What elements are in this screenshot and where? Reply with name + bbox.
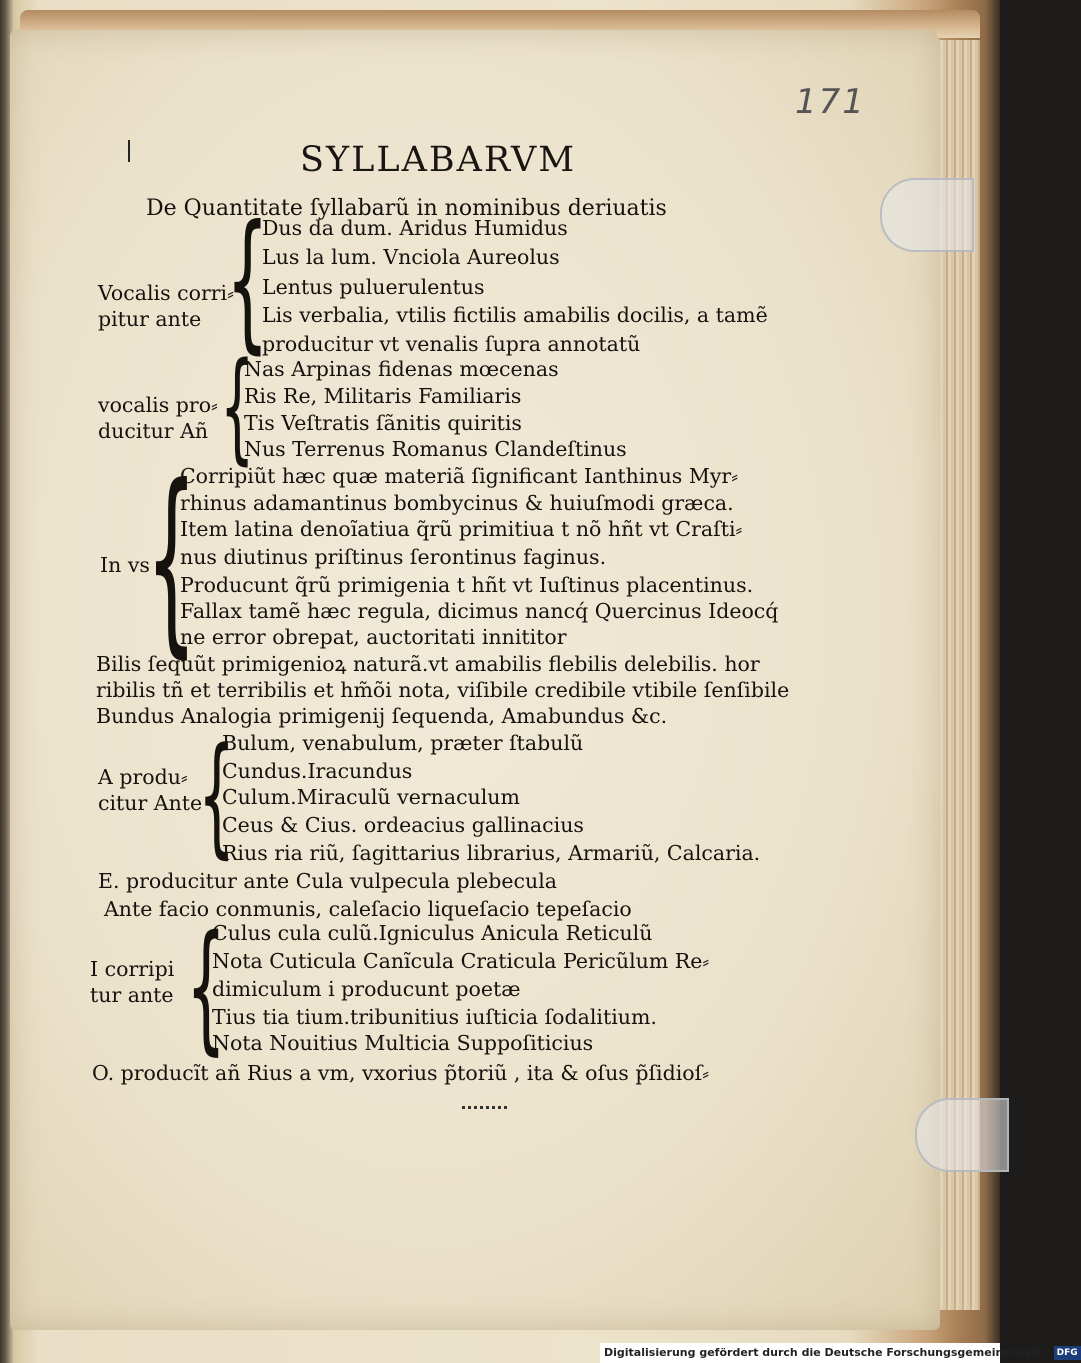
text-line-last: O. producĩt añ Rius a vm, vxorius p̃toriũ , ita & oſus p̃ſidioſ⸗ [92, 1061, 710, 1085]
text-line: Bundus Analogia primigenij ſequenda, Amabundus &c. [96, 704, 668, 728]
label-i-corripitur-2: tur ante [90, 983, 174, 1007]
page-title: SYLLABARVM [300, 140, 577, 180]
text-line: ribilis tñ et terribilis et hm̃õi nota, viſibile credibile vtibile ſenſibile [96, 678, 790, 702]
text-line: producitur vt venalis ſupra annotatũ [262, 332, 641, 356]
text-line: Lus la lum. Vnciola Aureolus [262, 245, 560, 269]
text-line: Culum.Miraculũ vernaculum [222, 785, 520, 809]
text-line: Bilis ſequũt primigenioꝝ naturã.vt amabilis flebilis delebilis. hor [96, 652, 760, 676]
text-line: Tis Veſtratis ſãnitis quiritis [244, 411, 522, 435]
label-inus: In vs [100, 553, 150, 577]
book-clip-bottom [915, 1098, 1009, 1172]
brace-1: { [226, 194, 269, 368]
label-vocalis-producitur-1: vocalis pro⸗ [98, 393, 218, 417]
text-line: Fallax tamẽ hæc regula, dicimus nancq́ Quercinus Ideocq́ [180, 599, 779, 623]
text-line: Nus Terrenus Romanus Clandeſtinus [244, 437, 627, 461]
text-line: Lis verbalia, vtilis fictilis amabilis docilis, a tamẽ [262, 303, 768, 327]
text-line: E. producitur ante Cula vulpecula plebecula [98, 869, 557, 893]
label-vocalis-corripitur-2: pitur ante [98, 307, 202, 331]
text-line: Rius ria riũ, ſagittarius librarius, Armariũ, Calcaria. [222, 841, 761, 865]
text-line: Item latina denoĩatiua q̃rũ primitiua t nõ hñt vt Craſti⸗ [180, 517, 743, 541]
brace-2: { [220, 338, 255, 477]
brace-3: { [146, 443, 197, 676]
text-line: Nota Cuticula Canĩcula Craticula Pericũlum Re⸗ [212, 949, 710, 973]
text-line: Ris Re, Militaris Familiaris [244, 384, 522, 408]
text-line: Cundus.Iracundus [222, 759, 413, 783]
end-ornament [462, 1100, 507, 1109]
brace-5: { [186, 906, 227, 1069]
text-line: Lentus puluerulentus [262, 275, 485, 299]
text-line: Dus da dum. Aridus Humidus [262, 216, 568, 240]
text-line: Tius tia tium.tribunitius iuſticia ſodalitium. [212, 1005, 657, 1029]
label-vocalis-corripitur-1: Vocalis corri⸗ [98, 281, 234, 305]
text-line: Bulum, venabulum, præter ſtabulũ [222, 731, 584, 755]
text-line: ne error obrepat, auctoritati innititor [180, 625, 567, 649]
folio-number: 171 [795, 82, 866, 122]
text-line: Nas Arpinas fidenas mœcenas [244, 357, 559, 381]
text-line: rhinus adamantinus bombycinus & huiuſmodi græca. [180, 491, 734, 515]
text-line: Ante facio conmunis, caleſacio liqueſacio tepeſacio [104, 897, 632, 921]
label-a-producitur-2: citur Ante [98, 791, 203, 815]
label-vocalis-producitur-2: ducitur Añ [98, 419, 209, 443]
digitization-footer [600, 1343, 1078, 1363]
label-a-producitur-1: A produ⸗ [98, 765, 188, 789]
subtitle: De Quantitate ſyllabarũ in nominibus deriuatis [146, 196, 667, 221]
label-i-corripitur-1: I corripi [90, 957, 175, 981]
brace-4: { [198, 719, 236, 871]
text-line: nus diutinus priſtinus ſerontinus faginus. [180, 545, 607, 569]
book-clip-top [880, 178, 974, 252]
text-line: Culus cula culũ.Igniculus Anicula Reticulũ [212, 921, 653, 945]
text-line: Producunt q̃rũ primigenia t hñt vt Iuſtinus placentinus. [180, 573, 754, 597]
text-line: Ceus & Cius. ordeacius gallinacius [222, 813, 584, 837]
margin-mark [128, 140, 130, 162]
text-line: Nota Nouitius Multicia Suppoſiticius [212, 1031, 594, 1055]
dfg-logo: DFG [1054, 1346, 1081, 1360]
footer-text: Digitalisierung gefördert durch die Deutsche Forschungsgemeinschaft · [604, 1346, 1050, 1359]
text-line: dimiculum i producunt poetæ [212, 977, 521, 1001]
text-line: Corripiũt hæc quæ materiã ſignificant Ianthinus Myr⸗ [180, 464, 739, 488]
